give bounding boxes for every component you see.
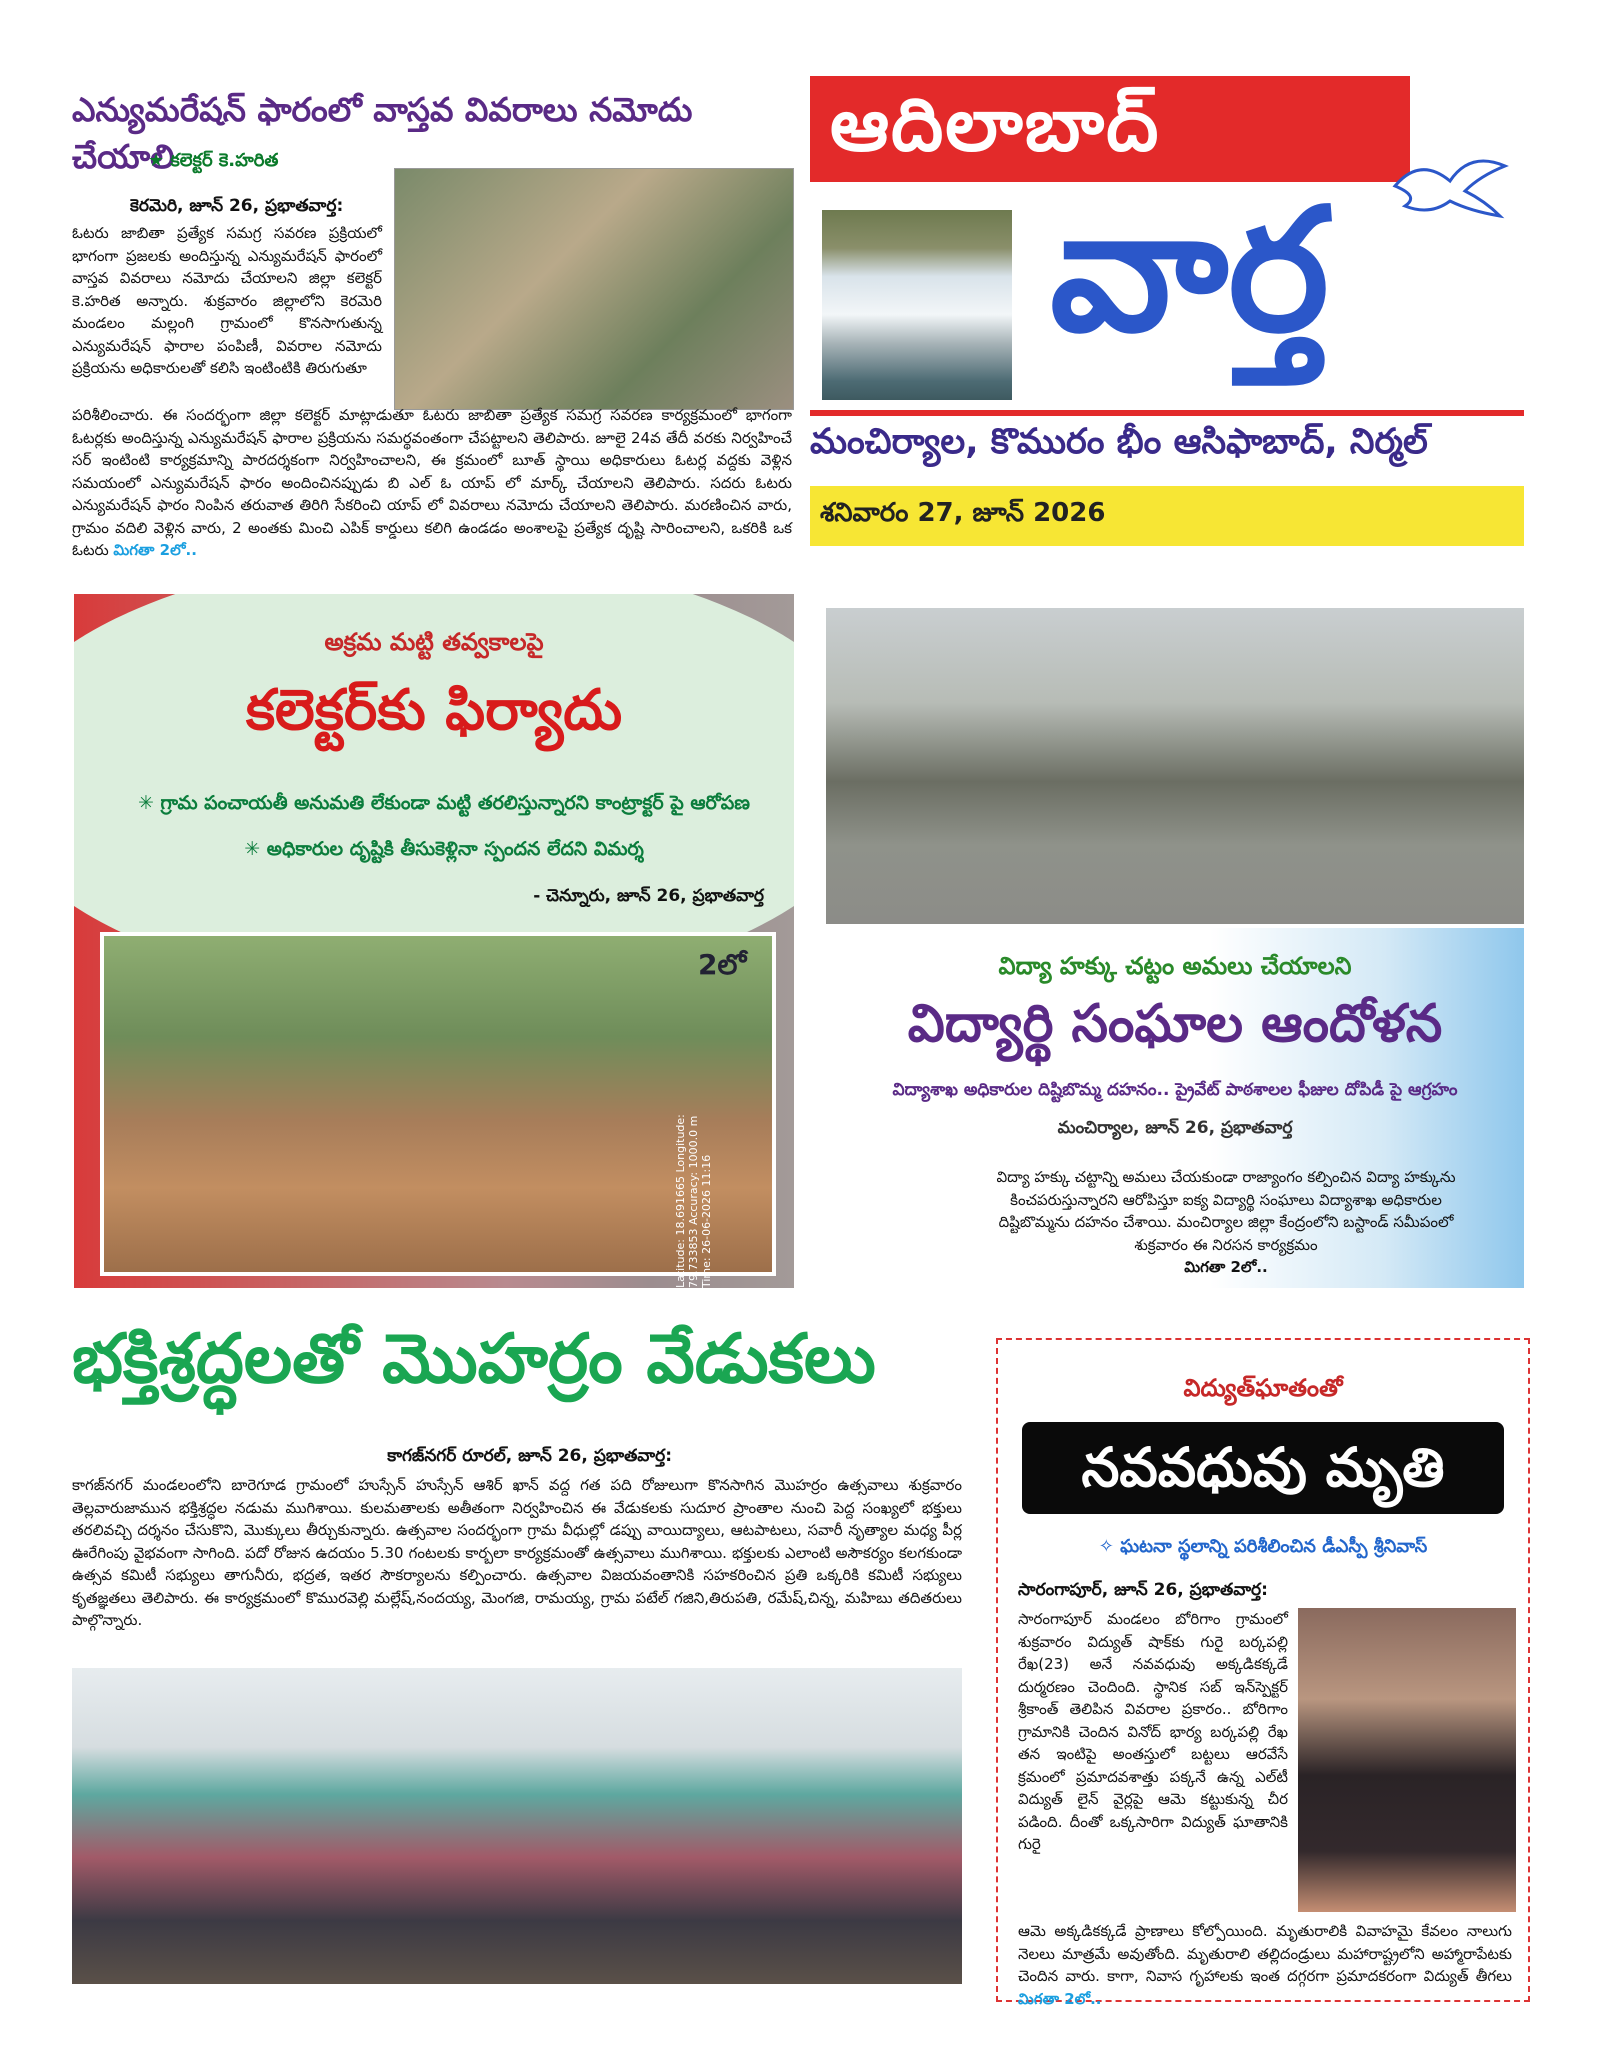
story5-dateline: సారంగాపూర్, జూన్ 26, ప్రభాతవార్త: [1018,1580,1268,1600]
story3-headline: విద్యార్థి సంఘాల ఆందోళన [907,994,1443,1054]
waterfall-photo [822,210,1012,400]
story1-body-wide [72,404,792,562]
story2-bullet-2: ✳ అధికారుల దృష్టికి తీసుకెళ్లినా స్పందన లేదని విమర్శ [244,838,644,860]
story2-page-ref: 2లో [698,948,747,981]
masthead-date-band [810,486,1524,546]
story3-kicker: విద్యా హక్కు చట్టం అమలు చేయాలని [998,952,1352,980]
story4-headline: భక్తిశ్రద్ధలతో మొహర్రం వేడుకలు [72,1320,876,1399]
story1-headline: ఎన్యుమరేషన్ ఫారంలో వాస్తవ వివరాలు నమోదు చేయాలి [72,90,693,176]
story1-subhead: ★ కలెక్టర్ కె.హరిత [148,150,279,171]
story5-victim-photo [1298,1608,1516,1912]
masthead-name: వార్త [1050,172,1329,370]
story1-body-text: పరిశీలించారు. ఈ సందర్భంగా జిల్లా కలెక్టర్ మాట్లాడుతూ ఓటరు జాబితా ప్రత్యేక సమగ్ర సవరణ కార్యక్రమంలో భాగంగా ఓటర్లకు అందిస్తున్న ఎన్యుమరేషన్ ఫారాల ప్రక్రియను సమర్థవంతంగా చేపట్టాలని తెలిపారు. జూలై 24వ తేదీ వరకు నిర్వహించే సర్ ఇంటింటి కార్యక్రమాన్ని పారదర్శకంగా నిర్వహించాలని, ఈ క్రమంలో బూత్ స్థాయి అధికారులు ఓటర్ల వద్దకు వెళ్లిన సమయంలో ఎన్యుమరేషన్ ఫారం అందించినప్పుడు బి ఎల్ ఓ యాప్ లో మార్క్ చేయాలని తెలిపారు. సదరు ఓటరు ఎన్యుమరేషన్ ఫారం నింపిన తరువాత తిరిగి సేకరించి యాప్ లో వివరాలు నమోదు చేయాలని తెలిపారు. మరణించిన వారు, గ్రామం వదిలి వెళ్లిన వారు, 2 అంతకు మించి ఎపిక్ కార్డులు కలిగి ఉండడం అంశాలపై ప్రత్యేక దృష్టి సారించాలని, ఒకరికి ఒక ఓటరు [72,406,792,559]
story5-kicker: విద్యుత్‌ఘాతంతో [1183,1374,1343,1402]
story1-body-column: ఓటరు జాబితా ప్రత్యేక సమగ్ర సవరణ ప్రక్రియలో భాగంగా ప్రజలకు అందిస్తున్న ఎన్యుమరేషన్ ఫారంలో వాస్తవ వివరాలు నమోదు చేయాలని జిల్లా కలెక్టర్ కె.హరిత అన్నారు. శుక్రవారం జిల్లాలోని కెరమెరి మండలం మల్లంగి గ్రామంలో కొనసాగుతున్న ఎన్యుమరేషన్ ఫారాల పంపిణీ, వివరాల నమోదు ప్రక్రియను అధికారులతో కలిసి ఇంటింటికి తిరుగుతూ [72,224,382,377]
masthead-districts: మంచిర్యాల, కొమురం భీం ఆసిఫాబాద్, నిర్మల్ [810,422,1428,462]
story3-body [986,1166,1466,1279]
story4-body: కాగజ్‌నగర్ మండలంలోని బారెగూడ గ్రామంలో హుస్సేన్ హుస్సేన్ ఆశిర్ ఖాన్ వద్ద గత పది రోజులుగా కొనసాగిన మొహర్రం ఉత్సవాలు శుక్రవారం తెల్లవారుజామున భక్తిశ్రద్ధల నడుమ ముగిశాయి. కులమతాలకు అతీతంగా నిర్వహించిన ఈ వేడుకలకు సుదూర ప్రాంతాల నుంచి పెద్ద సంఖ్యలో భక్తులు తరలివచ్చి దర్శనం చేసుకొని, మొక్కులు తీర్చుకున్నారు. ఉత్సవాల సందర్భంగా గ్రామ వీధుల్లో డప్పు వాయిద్యాలు, ఆటపాటలు, సవారీ నృత్యాల మధ్య పీర్ల ఊరేగింపు వైభవంగా సాగింది. పదో రోజున ఉదయం 5.30 గంటలకు కార్బలా కార్యక్రమంతో ఉత్సవాలు ముగిశాయి. భక్తులకు ఎలాంటి అసౌకర్యం కలగకుండా ఉత్సవ కమిటీ సభ్యులు తాగునీరు, భద్రత, ఇతర సౌకర్యాలను కల్పించారు. ఉత్సవాల విజయవంతానికి సహకరించిన ప్రతి ఒక్కరికి కమిటీ సభ్యులు కృతజ్ఞతలు తెలిపారు. ఈ కార్యక్రమంలో కొమురవెల్లి మల్లేష్,నందయ్య, మెంగజి, రామయ్య, గ్రామ పటేల్ గజిని,తిరుపతి, రమేష్,చిన్న, మహిబు తదితరులు పాల్గొన్నారు. [72,1476,962,1629]
story1-dateline: కెరమెరి, జూన్ 26, ప్రభాతవార్త: [130,196,344,216]
masthead-title: ఆదిలాబాద్ [830,82,1161,168]
story1-photo [394,168,794,410]
story3-protest-photo [826,608,1524,924]
story5-body-text: ఆమె అక్కడికక్కడే ప్రాణాలు కోల్పోయింది. మృతురాలికి వివాహమై కేవలం నాలుగు నెలలు మాత్రమే అవుతోంది. మృతురాలి తల్లిదండ్రులు మహారాష్ట్రలోని అహ్మారాపేటకు చెందిన వారు. కాగా, నివాస గృహాలకు ఇంత దగ్గరగా ప్రమాదకరంగా విద్యుత్ తీగలు [1018,1922,1512,1985]
story5-deck: ✧ ఘటనా స్థలాన్ని పరిశీలించిన డీఎస్పీ శ్రీనివాస్ [1098,1536,1428,1557]
story3-body-text: విద్యా హక్కు చట్టాన్ని అమలు చేయకుండా రాజ్యాంగం కల్పించిన విద్యా హక్కును కించపరుస్తున్నారని ఆరోపిస్తూ ఐక్య విద్యార్థి సంఘాలు విద్యాశాఖ అధికారుల దిష్టిబొమ్మను దహనం చేశాయి. మంచిర్యాల జిల్లా కేంద్రంలోని బస్టాండ్ సమీపంలో శుక్రవారం ఈ నిరసన కార్యక్రమం [996,1168,1456,1254]
masthead [810,76,1524,570]
story5-continued: మిగతా 2లో.. [1018,1989,1102,2008]
story2-geo-stamp: Latitude: 18.691665 Longitude: 79.733853 Accuracy: 1000.0 m Time: 26-06-2026 11:16 [674,1114,713,1288]
masthead-red-band [810,76,1410,182]
story5-headline: నవవధువు మృతి [1022,1422,1504,1514]
story2-kicker: అక్రమ మట్టి తవ్వకాలపై [324,628,544,656]
dove-logo-icon [1390,146,1510,226]
story4-dateline: కాగజ్‌నగర్ రూరల్, జూన్ 26, ప్రభాతవార్త: [387,1446,672,1466]
story3-continued: మిగతా 2లో.. [1184,1258,1268,1276]
story2-panel [74,594,794,1288]
story5-panel [996,1338,1530,2008]
story4-procession-photo [72,1668,962,1984]
story3-dateline: మంచిర్యాల, జూన్ 26, ప్రభాతవార్త [1057,1118,1293,1138]
story3-deck: విద్యాశాఖ అధికారుల దిష్టిబొమ్మ దహనం.. ప్రైవేట్ పాఠశాలల ఫీజుల దోపిడీ పై ఆగ్రహం [892,1080,1458,1100]
masthead-date: శనివారం 27, జూన్ 2026 [820,498,1106,528]
story2-dateline: - చెన్నూరు, జూన్ 26, ప్రభాతవార్త [533,886,764,906]
story2-headline: కలెక్టర్‌కు ఫిర్యాదు [245,678,623,743]
story2-bullet-1: ✳ గ్రామ పంచాయతీ అనుమతి లేకుండా మట్టి తరలిస్తున్నారని కాంట్రాక్టర్ పై ఆరోపణ [138,792,750,814]
story1-continued: మిగతా 2లో.. [113,541,197,559]
masthead-divider [810,410,1524,416]
story5-body-column: సారంగాపూర్ మండలం బోరిగాం గ్రామంలో శుక్రవారం విద్యుత్ షాక్‌కు గురై బర్కపల్లి రేఖ(23) అనే నవవధువు అక్కడికక్కడే దుర్మరణం చెందింది. స్థానిక సబ్ ఇన్‌స్పెక్టర్ శ్రీకాంత్ తెలిపిన వివరాల ప్రకారం.. బోరిగాం గ్రామానికి చెందిన వినోద్ భార్య బర్కపల్లి రేఖ తన ఇంటిపై అంతస్తులో బట్టలు ఆరవేసే క్రమంలో ప్రమాదవశాత్తు పక్కనే ఉన్న ఎల్‌టీ విద్యుత్ లైన్ వైర్లపై ఆమె కట్టుకున్న చీర పడింది. దీంతో ఒక్కసారిగా విద్యుత్ ఘాతానికి గురై [1018,1610,1288,1853]
story5-body-wide [1018,1920,1512,2010]
